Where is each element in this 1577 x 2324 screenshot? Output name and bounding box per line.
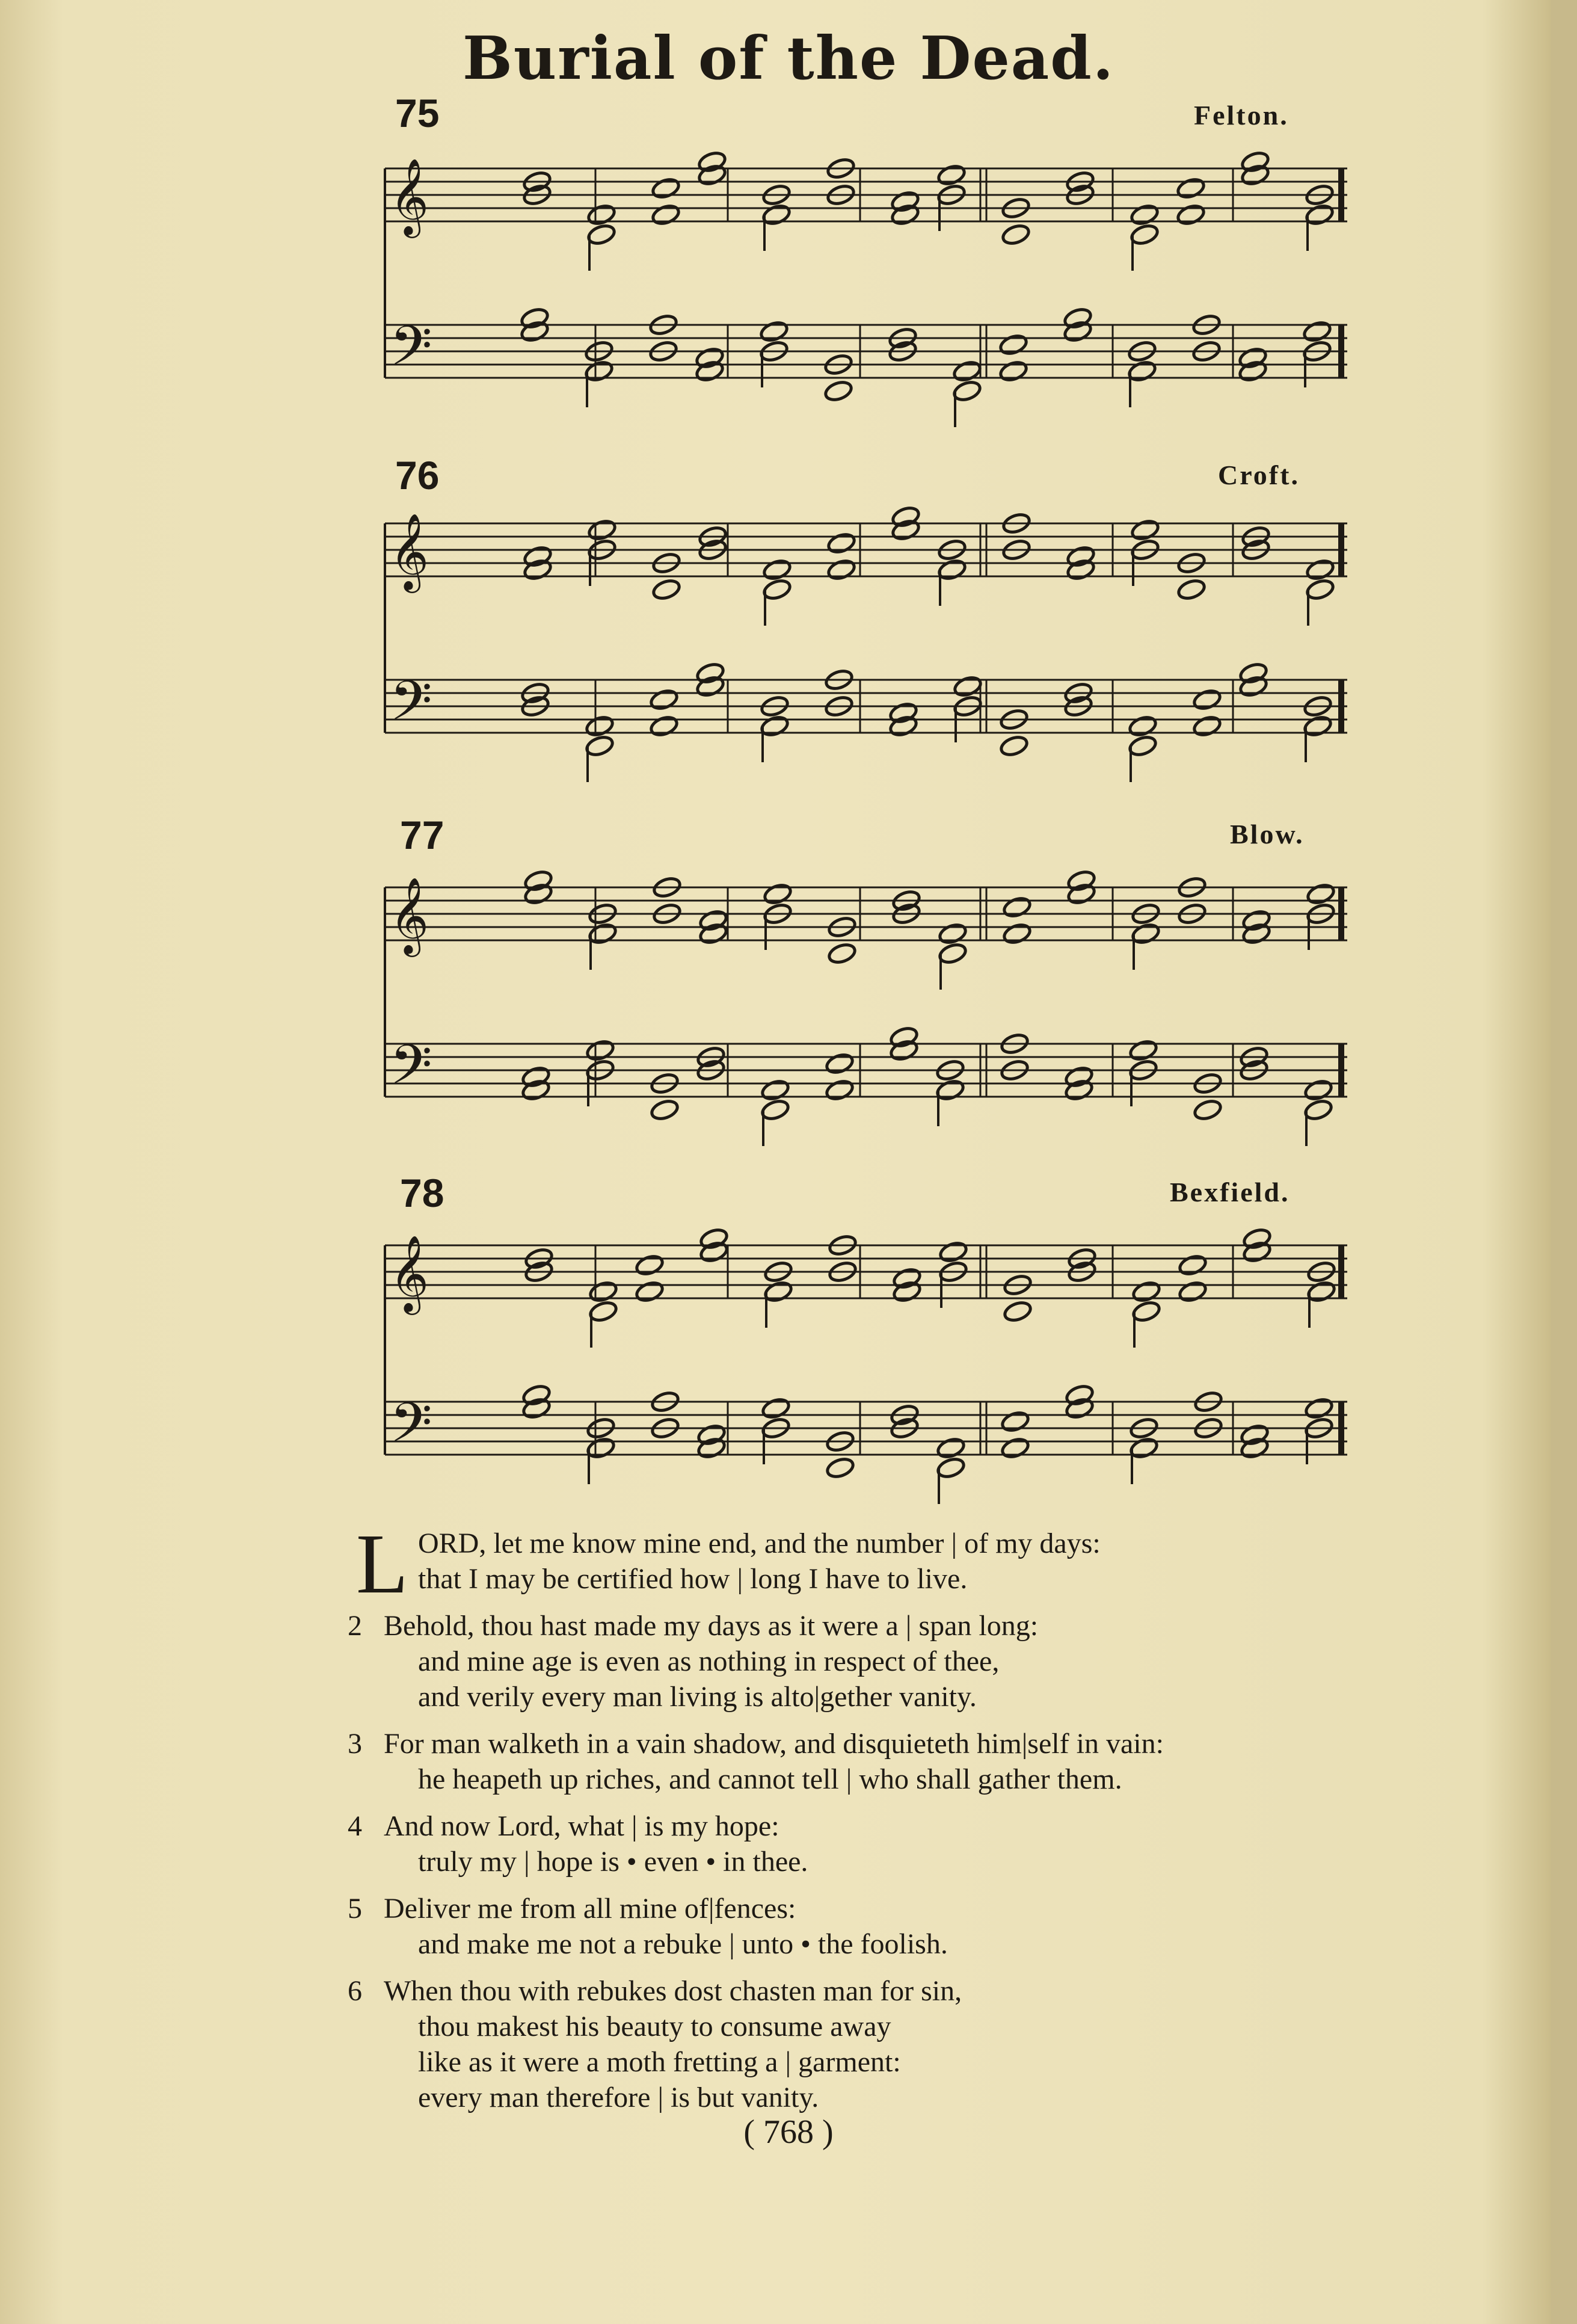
bass-clef-icon: 𝄢 <box>390 1391 432 1468</box>
verse-number: 4 <box>348 1810 362 1842</box>
verse-number: 3 <box>348 1728 362 1760</box>
note-head <box>935 1078 965 1102</box>
verse-line: ORD, let me know mine end, and the number | of my days: <box>418 1527 1101 1559</box>
note-head <box>588 1280 618 1303</box>
note-head <box>1176 203 1206 226</box>
note-head <box>649 688 679 711</box>
page-number: ( 768 ) <box>743 2113 834 2151</box>
treble-clef-icon: 𝄞 <box>390 513 429 590</box>
note-head <box>1305 578 1335 601</box>
note-head <box>1000 1410 1030 1433</box>
note-head <box>1001 223 1031 246</box>
note-head <box>763 1280 793 1303</box>
note-head <box>585 734 615 757</box>
note-head <box>1128 1038 1158 1062</box>
page-edge <box>1551 0 1577 2324</box>
verse-line: that I may be certified how | long I have to live. <box>418 1563 968 1595</box>
tune-name: Felton. <box>1194 100 1289 131</box>
note-head <box>823 379 853 402</box>
note-head <box>826 531 856 555</box>
note-head <box>825 1456 855 1479</box>
note-head <box>761 203 792 226</box>
note-head <box>1306 882 1336 905</box>
verse-line: he heapeth up riches, and cannot tell | who shall gather them. <box>418 1763 1122 1795</box>
verse-line: Deliver me from all mine of|fences: <box>384 1893 796 1925</box>
music-score <box>379 144 1359 433</box>
note-head <box>937 558 967 581</box>
note-head <box>1128 714 1158 738</box>
note-head <box>999 734 1029 757</box>
note-head <box>1131 1299 1161 1323</box>
drop-cap: L <box>356 1516 408 1611</box>
note-head <box>651 176 681 200</box>
note-head <box>1192 688 1222 711</box>
verse-line: When thou with rebukes dost chasten man for sin, <box>384 1975 962 2007</box>
hymn-number: 76 <box>395 453 440 498</box>
treble-clef-icon: 𝄞 <box>390 158 429 235</box>
note-head <box>585 1038 615 1062</box>
hymn-number: 75 <box>395 91 440 135</box>
note-head <box>762 578 792 601</box>
verse-line: And now Lord, what | is my hope: <box>384 1810 779 1842</box>
note-head <box>587 518 617 541</box>
note-head <box>1302 319 1332 343</box>
note-head <box>588 1299 618 1323</box>
verse-line: like as it were a moth fretting a | garment: <box>418 2046 901 2078</box>
note-head <box>1002 922 1032 945</box>
verse-line: and verily every man living is alto|gether vanity. <box>418 1681 977 1713</box>
note-head <box>635 1253 665 1277</box>
note-head <box>952 359 982 383</box>
note-head <box>588 922 618 945</box>
note-head <box>936 1456 966 1479</box>
note-head <box>1130 518 1160 541</box>
note-head <box>825 1052 855 1075</box>
note-head <box>1130 223 1160 246</box>
note-head <box>760 1098 790 1121</box>
note-head <box>1131 1280 1161 1303</box>
note-head <box>825 1078 855 1102</box>
note-head <box>1192 714 1222 738</box>
verse-line: Behold, thou hast made my days as it were a | span long: <box>384 1610 1039 1642</box>
tune-name: Croft. <box>1218 460 1300 490</box>
note-head <box>1178 1253 1208 1277</box>
note-head <box>761 1396 791 1420</box>
note-head <box>586 203 616 226</box>
note-head <box>998 359 1028 383</box>
verse-line: and make me not a rebuke | unto • the foolish. <box>418 1928 948 1960</box>
note-head <box>649 714 679 738</box>
verse-number: 2 <box>348 1610 362 1642</box>
tune-name: Blow. <box>1230 819 1305 849</box>
note-head <box>1127 359 1157 383</box>
note-head <box>585 714 615 738</box>
note-head <box>759 319 789 343</box>
note-head <box>1305 203 1335 226</box>
note-head <box>760 1078 790 1102</box>
note-head <box>938 942 968 965</box>
note-head <box>763 882 793 905</box>
note-head <box>1306 1280 1336 1303</box>
note-head <box>826 558 856 581</box>
note-head <box>1303 1078 1333 1102</box>
verse-line: For man walketh in a vain shadow, and disquieteth him|self in vain: <box>384 1728 1164 1760</box>
note-head <box>1002 895 1032 919</box>
bass-clef-icon: 𝄢 <box>390 1033 432 1110</box>
note-head <box>936 163 967 186</box>
page-title: Burial of the Dead. <box>463 24 1114 93</box>
note-head <box>1130 203 1160 226</box>
treble-clef-icon: 𝄞 <box>390 1234 429 1311</box>
bass-clef-icon: 𝄢 <box>390 669 432 746</box>
note-head <box>586 223 616 246</box>
music-score <box>379 1221 1359 1510</box>
note-head <box>1303 714 1333 738</box>
note-head <box>938 922 968 945</box>
note-head <box>1176 176 1206 200</box>
note-head <box>998 333 1028 356</box>
note-head <box>650 1098 680 1121</box>
verse-line: truly my | hope is • even • in thee. <box>418 1846 808 1878</box>
note-head <box>1305 558 1335 581</box>
treble-clef-icon: 𝄞 <box>390 877 429 954</box>
note-head <box>952 379 982 402</box>
note-head <box>762 558 792 581</box>
verse-line: thou makest his beauty to consume away <box>418 2011 891 2042</box>
hymn-number: 77 <box>400 813 444 857</box>
verse-line: and mine age is even as nothing in respect of thee, <box>418 1645 1000 1677</box>
note-head <box>938 1240 968 1263</box>
note-head <box>584 359 614 383</box>
bass-clef-icon: 𝄢 <box>390 314 432 391</box>
music-score <box>379 863 1359 1152</box>
note-head <box>1178 1280 1208 1303</box>
verse-number: 6 <box>348 1975 362 2007</box>
note-head <box>1129 1436 1159 1459</box>
note-head <box>635 1280 665 1303</box>
note-head <box>586 1436 616 1459</box>
note-head <box>1131 922 1161 945</box>
note-head <box>827 942 857 965</box>
note-head <box>1003 1299 1033 1323</box>
note-head <box>651 203 681 226</box>
note-head <box>760 714 790 738</box>
verse-line: every man therefore | is but vanity. <box>418 2082 819 2113</box>
note-head <box>1304 1396 1334 1420</box>
note-head <box>651 578 681 601</box>
verse-number: 5 <box>348 1893 362 1925</box>
note-head <box>1128 734 1158 757</box>
note-head <box>1000 1436 1030 1459</box>
note-head <box>936 1436 966 1459</box>
note-head <box>1303 1098 1333 1121</box>
note-head <box>1193 1098 1223 1121</box>
music-score <box>379 499 1359 788</box>
note-head <box>953 674 983 698</box>
tune-name: Bexfield. <box>1170 1177 1290 1207</box>
note-head <box>1176 578 1207 601</box>
hymn-number: 78 <box>400 1171 444 1215</box>
